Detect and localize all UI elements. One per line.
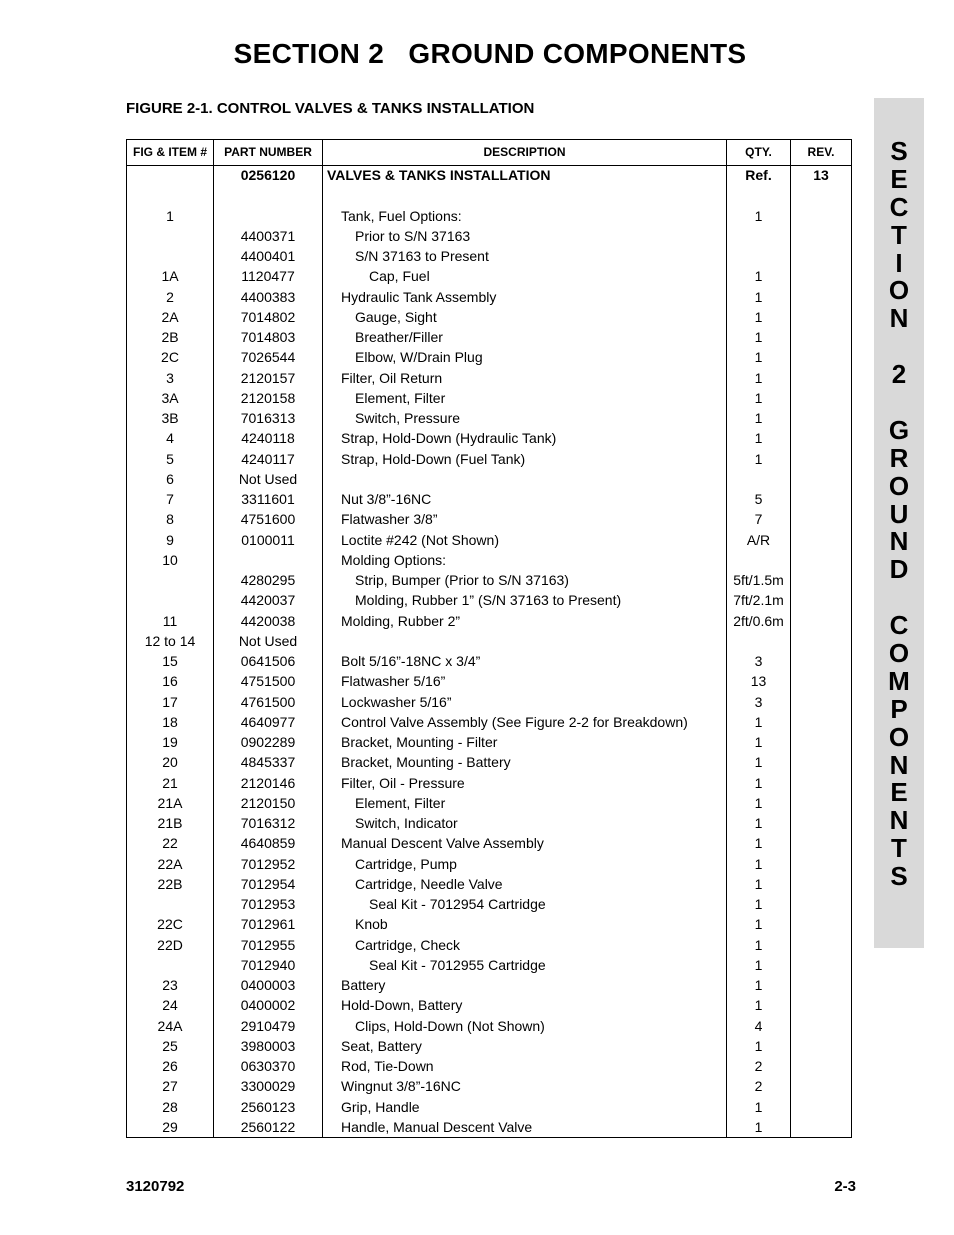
- table-row: [127, 955, 851, 975]
- side-tab-letter: N: [889, 749, 909, 780]
- qty-cell: 1: [754, 349, 763, 366]
- table-row: [127, 914, 851, 934]
- table-row: [127, 570, 851, 590]
- description-cell: Cap, Fuel: [369, 268, 430, 285]
- fig-item-cell: 8: [166, 511, 174, 528]
- qty-cell: 1: [754, 1118, 763, 1135]
- qty-cell: 5ft/1.5m: [733, 572, 784, 588]
- section-title: SECTION 2 GROUND COMPONENTS: [233, 38, 747, 69]
- table-row: [127, 449, 851, 469]
- table-row: [127, 368, 851, 388]
- table-row: [127, 793, 851, 813]
- description-cell: Lockwasher 5/16”: [341, 693, 452, 710]
- side-tab-gap: [874, 584, 924, 612]
- section-side-tab: [874, 98, 924, 948]
- fig-item-cell: 18: [162, 713, 178, 730]
- table-row: [127, 1097, 851, 1117]
- fig-item-cell: 22A: [157, 855, 183, 872]
- side-tab-letter: 2: [891, 359, 907, 390]
- description-cell: Loctite #242 (Not Shown): [341, 531, 499, 548]
- qty-cell: 1: [754, 916, 763, 933]
- part-number-cell: 4240118: [241, 430, 295, 447]
- fig-item-cell: 11: [162, 612, 178, 629]
- qty-cell: 2: [754, 1078, 763, 1095]
- description-cell: Flatwasher 3/8”: [341, 511, 438, 528]
- part-number-cell: 4420037: [240, 592, 296, 609]
- table-row: [127, 388, 851, 408]
- side-tab-letter: U: [889, 498, 909, 529]
- fig-item-cell: 24: [162, 997, 178, 1014]
- part-number-cell: 3300029: [240, 1078, 296, 1095]
- description-cell: Nut 3/8”-16NC: [341, 491, 432, 507]
- table-row: [127, 428, 851, 448]
- part-number-cell: 0641506: [240, 653, 296, 669]
- description-cell: Prior to S/N 37163: [355, 227, 471, 244]
- side-tab-letter: C: [889, 191, 909, 222]
- qty-cell: 1: [754, 389, 763, 406]
- table-row: [127, 590, 851, 610]
- fig-item-cell: 27: [162, 1078, 178, 1095]
- qty-cell: 1: [754, 450, 763, 467]
- side-tab-letter: O: [888, 638, 910, 669]
- side-tab-letter: R: [889, 442, 909, 473]
- table-row: [127, 773, 851, 793]
- fig-item-cell: 21A: [157, 794, 183, 811]
- qty-cell: 2: [754, 1058, 763, 1074]
- table-row: [127, 185, 851, 205]
- part-number-cell: 2120150: [240, 794, 296, 811]
- part-number-cell: 4280295: [240, 572, 296, 588]
- fig-item-cell: 21: [162, 774, 178, 791]
- part-number-cell: 7012961: [240, 916, 296, 933]
- table-row: [127, 489, 851, 509]
- fig-item-cell: 28: [162, 1098, 178, 1115]
- part-number-cell: 7012940: [240, 956, 296, 973]
- table-row: [127, 165, 851, 185]
- fig-item-cell: 29: [162, 1118, 178, 1135]
- description-cell: Hold-Down, Battery: [341, 997, 463, 1014]
- part-number-cell: 1120477: [241, 268, 295, 285]
- description-cell: Bolt 5/16”-18NC x 3/4”: [341, 653, 481, 669]
- table-row: [127, 509, 851, 529]
- description-cell: Knob: [355, 916, 388, 933]
- description-cell: Switch, Indicator: [355, 815, 458, 831]
- table-row: [127, 651, 851, 671]
- qty-cell: 1: [754, 956, 763, 973]
- description-cell: Clips, Hold-Down (Not Shown): [355, 1017, 545, 1034]
- header-qty: QTY.: [745, 145, 772, 159]
- fig-item-cell: 7: [166, 491, 174, 507]
- side-tab-letter: E: [890, 777, 908, 808]
- part-number-cell: 4751600: [240, 511, 296, 528]
- qty-cell: 7ft/2.1m: [733, 592, 784, 609]
- part-number-cell: 4240117: [241, 450, 295, 467]
- description-cell: Handle, Manual Descent Valve: [341, 1118, 533, 1135]
- qty-cell: 1: [754, 1098, 763, 1115]
- qty-cell: 3: [754, 693, 763, 710]
- table-row: [127, 935, 851, 955]
- header-part-number: PART NUMBER: [224, 145, 312, 159]
- description-cell: Manual Descent Valve Assembly: [341, 835, 544, 852]
- description-cell: Tank, Fuel Options:: [341, 207, 462, 224]
- description-cell: Bracket, Mounting - Filter: [341, 734, 498, 750]
- table-row: [127, 469, 851, 489]
- table-row: [127, 1016, 851, 1036]
- fig-item-cell: 2: [166, 288, 174, 305]
- description-cell: Hydraulic Tank Assembly: [341, 288, 497, 305]
- description-cell: Control Valve Assembly (See Figure 2-2 for Breakdown): [341, 713, 688, 730]
- side-tab-letter: S: [890, 861, 908, 892]
- part-number-cell: 2120158: [240, 389, 296, 406]
- side-tab-letter: C: [889, 610, 909, 641]
- qty-cell: 3: [754, 653, 763, 669]
- qty-cell: 1: [754, 794, 763, 811]
- part-number-cell: 7012952: [240, 855, 296, 872]
- part-number-cell: 2120157: [240, 369, 296, 386]
- part-number-cell: 7016313: [240, 410, 296, 426]
- fig-item-cell: 15: [162, 653, 178, 669]
- table-row: [127, 530, 851, 550]
- part-number-cell: 7016312: [240, 815, 296, 831]
- fig-item-cell: 22D: [157, 936, 183, 953]
- side-tab-letter: N: [889, 526, 909, 557]
- fig-item-cell: 3A: [161, 389, 179, 406]
- description-cell: Element, Filter: [355, 794, 446, 811]
- description-cell: Bracket, Mounting - Battery: [341, 754, 511, 771]
- side-tab-letter: O: [888, 721, 910, 752]
- side-tab-letters: [874, 138, 924, 891]
- description-cell: Strip, Bumper (Prior to S/N 37163): [355, 572, 569, 588]
- description-cell: Cartridge, Needle Valve: [355, 875, 503, 892]
- header-description: DESCRIPTION: [483, 145, 566, 159]
- description-cell: Molding, Rubber 1” (S/N 37163 to Present): [355, 592, 622, 609]
- part-number-cell: 0256120: [240, 167, 296, 183]
- table-row: [127, 287, 851, 307]
- description-cell: Switch, Pressure: [355, 410, 461, 426]
- qty-cell: 1: [754, 207, 763, 224]
- parts-table: [126, 139, 852, 1138]
- side-tab-letter: T: [891, 219, 907, 250]
- header-fig-item: FIG & ITEM #: [132, 145, 207, 159]
- fig-item-cell: 10: [162, 551, 178, 568]
- part-number-cell: 3980003: [240, 1037, 296, 1054]
- fig-item-cell: 5: [166, 450, 174, 467]
- part-number-cell: 0400002: [240, 997, 296, 1014]
- description-cell: Rod, Tie-Down: [341, 1058, 434, 1074]
- part-number-cell: 3311601: [241, 491, 295, 507]
- qty-cell: 1: [754, 855, 763, 872]
- fig-item-cell: 19: [162, 734, 178, 750]
- description-cell: Strap, Hold-Down (Fuel Tank): [341, 450, 526, 467]
- description-cell: Filter, Oil Return: [341, 369, 443, 386]
- table-row: [127, 266, 851, 286]
- description-cell: Seal Kit - 7012955 Cartridge: [369, 956, 546, 973]
- table-row: [127, 894, 851, 914]
- description-cell: Molding, Rubber 2”: [341, 612, 461, 629]
- part-number-cell: 4845337: [240, 754, 296, 771]
- qty-cell: 1: [754, 997, 763, 1014]
- table-row: [127, 975, 851, 995]
- qty-cell: 1: [754, 329, 763, 345]
- description-cell: Element, Filter: [355, 389, 446, 406]
- side-tab-letter: O: [888, 470, 910, 501]
- part-number-cell: 4400371: [240, 227, 296, 244]
- qty-cell: 1: [754, 369, 763, 386]
- side-tab-letter: E: [890, 163, 908, 194]
- part-number-cell: 2910479: [240, 1017, 296, 1034]
- qty-cell: 1: [754, 875, 763, 892]
- table-row: [127, 692, 851, 712]
- fig-item-cell: 2C: [161, 349, 179, 366]
- side-tab-letter: S: [890, 136, 908, 166]
- fig-item-cell: 1: [166, 207, 174, 224]
- qty-cell: 1: [754, 1037, 763, 1054]
- qty-cell: 1: [754, 835, 763, 852]
- footer-page-number: 2-3: [834, 1178, 856, 1195]
- table-row: [127, 854, 851, 874]
- table-row: [127, 226, 851, 246]
- table-row: [127, 1036, 851, 1056]
- qty-cell: 5: [754, 491, 763, 507]
- qty-cell: 4: [754, 1017, 763, 1034]
- fig-item-cell: 24A: [157, 1017, 183, 1034]
- qty-cell: 1: [754, 268, 763, 285]
- description-cell: Gauge, Sight: [355, 308, 437, 325]
- description-cell: Breather/Filler: [355, 329, 443, 345]
- part-number-cell: 0902289: [240, 734, 296, 750]
- side-tab-letter: M: [888, 665, 910, 696]
- qty-cell: Ref.: [745, 167, 772, 183]
- side-tab-letter: N: [889, 805, 909, 836]
- description-cell: VALVES & TANKS INSTALLATION: [327, 167, 551, 183]
- part-number-cell: 0400003: [240, 977, 296, 993]
- table-row: [127, 1076, 851, 1096]
- part-number-cell: Not Used: [238, 632, 298, 649]
- fig-item-cell: 17: [162, 693, 178, 710]
- description-cell: S/N 37163 to Present: [355, 248, 489, 264]
- side-tab-letter: P: [890, 693, 908, 724]
- table-row: [127, 307, 851, 327]
- description-cell: Elbow, W/Drain Plug: [355, 349, 483, 366]
- fig-item-cell: 16: [162, 673, 178, 690]
- side-tab-letter: N: [889, 303, 909, 334]
- fig-item-cell: 22C: [157, 916, 183, 933]
- description-cell: Strap, Hold-Down (Hydraulic Tank): [341, 430, 557, 447]
- qty-cell: 7: [754, 511, 763, 528]
- table-row: [127, 611, 851, 631]
- part-number-cell: 2560122: [240, 1118, 296, 1135]
- fig-item-cell: 21B: [157, 815, 183, 831]
- table-row: [127, 833, 851, 853]
- part-number-cell: 4640859: [240, 835, 296, 852]
- side-tab-gap: [874, 333, 924, 361]
- fig-item-cell: 20: [162, 754, 178, 771]
- table-row: [127, 347, 851, 367]
- description-cell: Battery: [341, 977, 386, 993]
- table-row: [127, 752, 851, 772]
- side-tab-gap: [874, 389, 924, 417]
- part-number-cell: 0100011: [241, 531, 295, 548]
- part-number-cell: 7026544: [240, 349, 296, 366]
- table-row: [127, 246, 851, 266]
- part-number-cell: 4761500: [240, 693, 296, 710]
- table-row: [127, 813, 851, 833]
- figure-title: FIGURE 2-1. CONTROL VALVES & TANKS INSTALLATION: [126, 100, 535, 117]
- part-number-cell: 4640977: [240, 713, 296, 730]
- qty-cell: 1: [754, 410, 763, 426]
- qty-cell: 1: [754, 936, 763, 953]
- table-row: [127, 874, 851, 894]
- description-cell: Molding Options:: [341, 551, 447, 568]
- qty-cell: 1: [754, 977, 763, 993]
- table-row: [127, 1056, 851, 1076]
- table-row: [127, 712, 851, 732]
- footer-document-number: 3120792: [126, 1178, 185, 1195]
- description-cell: Wingnut 3/8”-16NC: [341, 1078, 461, 1095]
- fig-item-cell: 1A: [161, 268, 179, 285]
- fig-item-cell: 9: [166, 531, 174, 548]
- qty-cell: 1: [754, 815, 763, 831]
- qty-cell: 1: [754, 713, 763, 730]
- table-row: [127, 995, 851, 1015]
- fig-item-cell: 23: [162, 977, 178, 993]
- qty-cell: 1: [754, 774, 763, 791]
- part-number-cell: 0630370: [240, 1058, 296, 1074]
- part-number-cell: 2120146: [240, 774, 296, 791]
- description-cell: Flatwasher 5/16”: [341, 673, 446, 690]
- table-row: [127, 206, 851, 226]
- fig-item-cell: 2A: [161, 308, 179, 325]
- part-number-cell: 4400401: [240, 248, 296, 264]
- fig-item-cell: 26: [162, 1058, 178, 1074]
- side-tab-letter: D: [889, 554, 909, 585]
- fig-item-cell: 22: [162, 835, 178, 852]
- part-number-cell: 7014802: [240, 308, 296, 325]
- rev-cell: 13: [813, 167, 829, 183]
- description-cell: Cartridge, Check: [355, 936, 461, 953]
- part-number-cell: 7014803: [240, 329, 296, 345]
- part-number-cell: 2560123: [240, 1098, 296, 1115]
- fig-item-cell: 6: [166, 470, 174, 487]
- table-row: [127, 550, 851, 570]
- part-number-cell: 7012953: [240, 896, 296, 912]
- part-number-cell: 4420038: [240, 612, 296, 629]
- fig-item-cell: 4: [166, 430, 174, 447]
- description-cell: Cartridge, Pump: [355, 855, 457, 872]
- qty-cell: 1: [754, 754, 763, 771]
- fig-item-cell: 25: [162, 1037, 178, 1054]
- part-number-cell: 7012954: [240, 875, 296, 892]
- part-number-cell: 4751500: [240, 673, 296, 690]
- fig-item-cell: 12 to 14: [144, 632, 196, 649]
- table-row: [127, 631, 851, 651]
- description-cell: Grip, Handle: [341, 1098, 420, 1115]
- part-number-cell: Not Used: [238, 470, 298, 487]
- qty-cell: 1: [754, 734, 763, 750]
- fig-item-cell: 3B: [161, 410, 179, 426]
- qty-cell: 13: [750, 673, 767, 690]
- fig-item-cell: 22B: [157, 875, 183, 892]
- description-cell: Seat, Battery: [341, 1037, 422, 1054]
- table-row: [127, 732, 851, 752]
- description-cell: Seal Kit - 7012954 Cartridge: [369, 896, 546, 912]
- side-tab-letter: O: [888, 275, 910, 306]
- fig-item-cell: 3: [166, 369, 174, 386]
- qty-cell: 1: [754, 896, 763, 912]
- qty-cell: 1: [754, 288, 763, 305]
- qty-cell: 1: [754, 308, 763, 325]
- table-row: [127, 1117, 851, 1137]
- description-cell: Filter, Oil - Pressure: [341, 774, 465, 791]
- side-tab-letter: G: [888, 414, 910, 445]
- fig-item-cell: 2B: [161, 329, 179, 345]
- qty-cell: A/R: [746, 531, 771, 548]
- table-row: [127, 408, 851, 428]
- header-rev: REV.: [807, 145, 835, 159]
- side-tab-letter: T: [891, 833, 907, 864]
- part-number-cell: 7012955: [240, 936, 296, 953]
- table-row: [127, 327, 851, 347]
- part-number-cell: 4400383: [240, 288, 296, 305]
- table-row: [127, 671, 851, 691]
- qty-cell: 1: [754, 430, 763, 447]
- side-tab-letter: I: [895, 247, 903, 278]
- qty-cell: 2ft/0.6m: [733, 612, 784, 629]
